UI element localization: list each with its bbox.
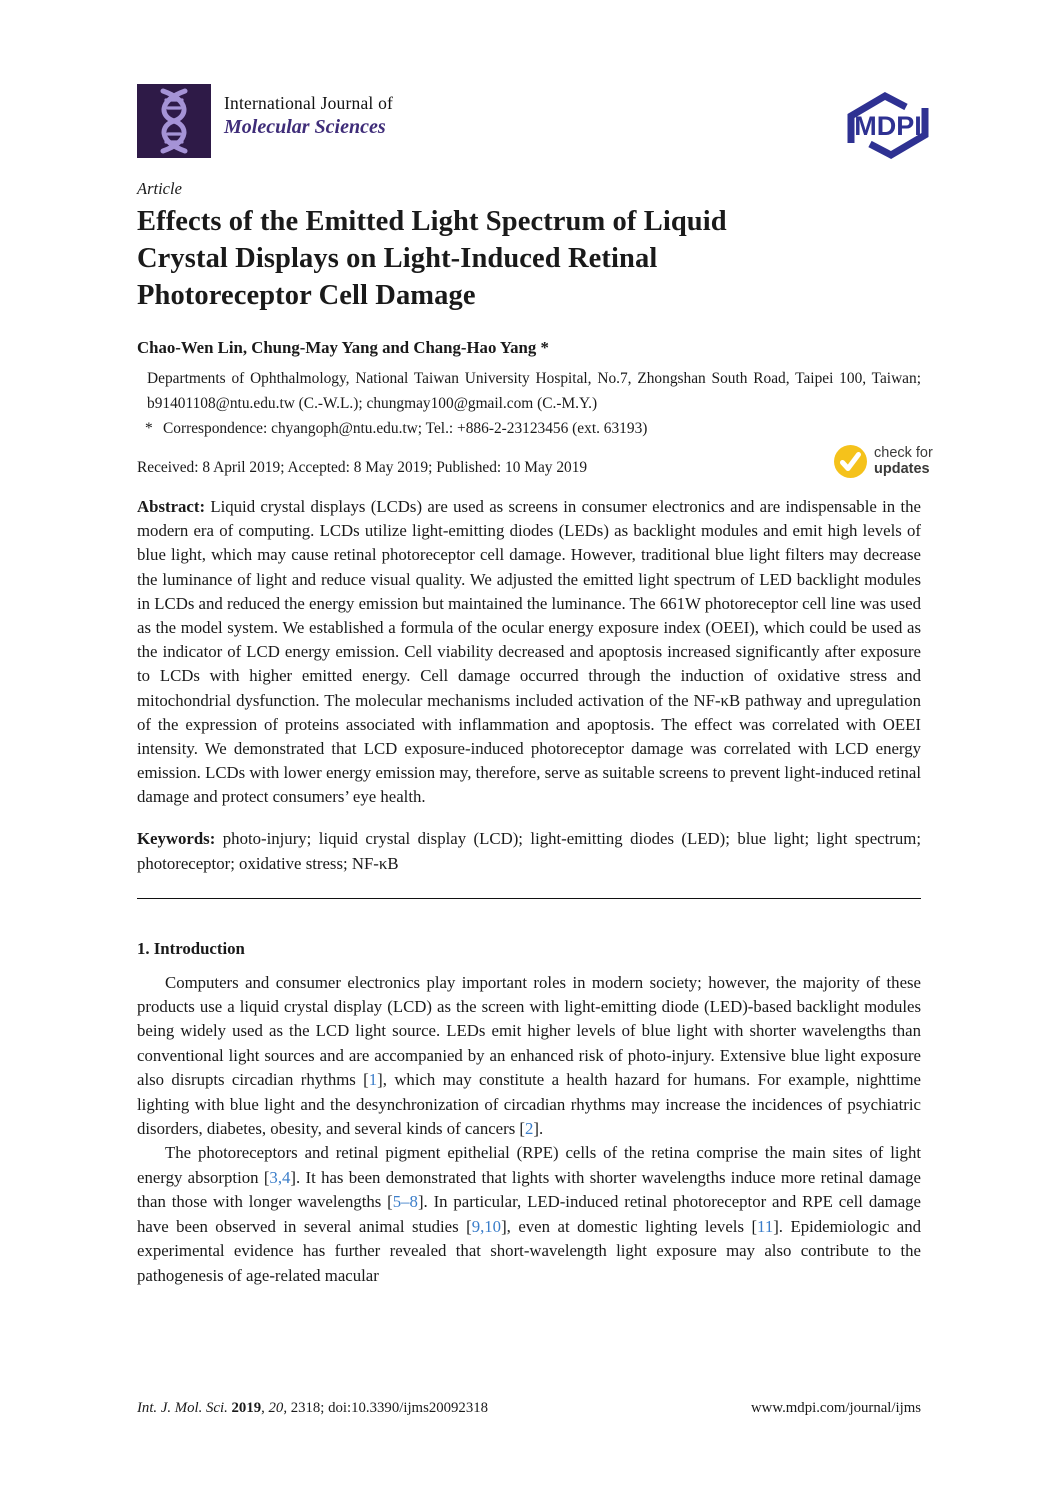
ijms-dna-logo-icon (137, 84, 211, 158)
citation-link[interactable]: 9,10 (471, 1216, 502, 1236)
paper-title-line: Photoreceptor Cell Damage (137, 280, 476, 311)
abstract-label: Abstract: (137, 497, 206, 516)
keywords-paragraph (137, 826, 921, 876)
keywords-label: Keywords: (137, 828, 216, 848)
journal-name (224, 84, 393, 139)
paper-title (137, 203, 921, 314)
check-for-updates-label (874, 446, 933, 477)
authors-line: Chao-Wen Lin, Chung-May Yang and Chang-Hao Yang * (137, 338, 549, 357)
citation-link[interactable]: 3,4 (269, 1167, 291, 1187)
correspondence-line (147, 416, 921, 441)
journal-name-line2: Molecular Sciences (224, 116, 386, 138)
correspondence-marker: * (145, 420, 153, 437)
affiliation-block (137, 366, 921, 441)
mdpi-logo (840, 90, 936, 160)
correspondence-text: Correspondence: chyangoph@ntu.edu.tw; Tel.: +886-2-23123456 (ext. 63193) (163, 420, 648, 437)
journal-header (137, 84, 921, 158)
abstract-paragraph (137, 495, 921, 810)
intro-paragraph-2: The photoreceptors and retinal pigment epithelial (RPE) cells of the retina comprise the main sites of light energy absorption [3,4]. It has been demonstrated that lights with shorter wavelengths induce more retinal damage than those with longer wavelengths [5–8]. In particular, LED-induced retinal photoreceptor and RPE cell damage have been observed in several animal studies [9,10], even at domestic lighting levels [11]. Epidemiologic and experimental evidence has further revealed that short-wavelength light exposure may also contribute to the pathogenesis of age-related macular (137, 1143, 921, 1285)
paper-title-line: Crystal Displays on Light-Induced Retinal (137, 243, 658, 274)
footer-doi: , 2318; doi:10.3390/ijms20092318 (283, 1400, 489, 1416)
citation-link[interactable]: 5–8 (392, 1192, 418, 1212)
crossmark-check-icon (833, 444, 868, 479)
intro-paragraph-1: Computers and consumer electronics play important roles in modern society; however, the majority of these products use a liquid crystal display (LCD) as the screen with light-emitting diode (LED)-based backlight modules being widely used as the LCD light source. LEDs emit higher levels of blue light with shorter wavelengths than conventional light sources and are accompanied by an enhanced risk of photo-injury. Extensive blue light exposure also disrupts circadian rhythms [1], which may constitute a health hazard for humans. For example, nighttime lighting with blue light and the desynchronization of circadian rhythms may increase the incidences of psychiatric disorders, diabetes, obesity, and several kinds of cancers [2]. (137, 972, 922, 1139)
check-for-updates-line2: updates (874, 460, 930, 477)
page-footer (137, 1400, 921, 1417)
citation-link[interactable]: 1 (368, 1070, 378, 1090)
footer-sep: , (261, 1400, 269, 1416)
section-divider (137, 898, 921, 899)
footer-journal-url: www.mdpi.com/journal/ijms (750, 1400, 921, 1416)
check-for-updates-badge[interactable] (833, 444, 933, 479)
footer-year: 2019 (231, 1400, 262, 1416)
keywords-text: photo-injury; liquid crystal display (LCD); light-emitting diodes (LED); blue light; light spectrum; photoreceptor; oxidative stress; NF-κB (137, 828, 921, 873)
check-for-updates-line1: check for (874, 445, 933, 461)
dates-line: Received: 8 April 2019; Accepted: 8 May 2019; Published: 10 May 2019 (137, 459, 588, 476)
mdpi-logo-text: MDPI (854, 111, 922, 141)
citation-link[interactable]: 2 (525, 1119, 534, 1139)
footer-journal-abbrev: Int. J. Mol. Sci. (137, 1400, 228, 1416)
section-heading-introduction: 1. Introduction (137, 938, 245, 958)
citation-link[interactable]: 11 (757, 1216, 774, 1236)
article-type-label: Article (137, 179, 182, 198)
footer-citation (137, 1400, 488, 1417)
journal-name-line1: International Journal of (224, 93, 394, 113)
footer-volume: 20 (268, 1400, 284, 1416)
abstract-text: Liquid crystal displays (LCDs) are used as screens in consumer electronics and are indispensable in the modern era of computing. LCDs utilize light-emitting diodes (LEDs) as backlight modules and emit high levels of blue light, which may cause retinal photoreceptor cell damage. However, traditional blue light filters may decrease the luminance of light and reduce visual quality. We adjusted the emitted light spectrum of LED backlight modules in LCDs and reduced the energy emission but maintained the luminance. The 661W photoreceptor cell line was used as the model system. We established a formula of the ocular energy exposure index (OEEI), which could be used as the indicator of LCD energy emission. Cell viability decreased and apoptosis increased significantly after exposure to LCDs with higher emitted energy. Cell damage occurred through the induction of oxidative stress and mitochondrial dysfunction. The molecular mechanisms included activation of the NF-κB pathway and upregulation of the expression of proteins associated with inflammation and apoptosis. The effect was correlated with OEEI intensity. We demonstrated that LCD exposure-induced photoreceptor damage was correlated with LCD energy emission. LCDs with lower energy emission may, therefore, serve as suitable screens to prevent light-induced retinal damage and protect consumers’ eye health. (137, 497, 921, 807)
affiliation-text: Departments of Ophthalmology, National Taiwan University Hospital, No.7, Zhongshan South Road, Taipei 100, Taiwan; b91401108@ntu.edu.tw (C.-W.L.); chungmay100@gmail.com (C.-M.Y.) (147, 370, 921, 412)
paper-title-line: Effects of the Emitted Light Spectrum of Liquid (137, 206, 727, 237)
